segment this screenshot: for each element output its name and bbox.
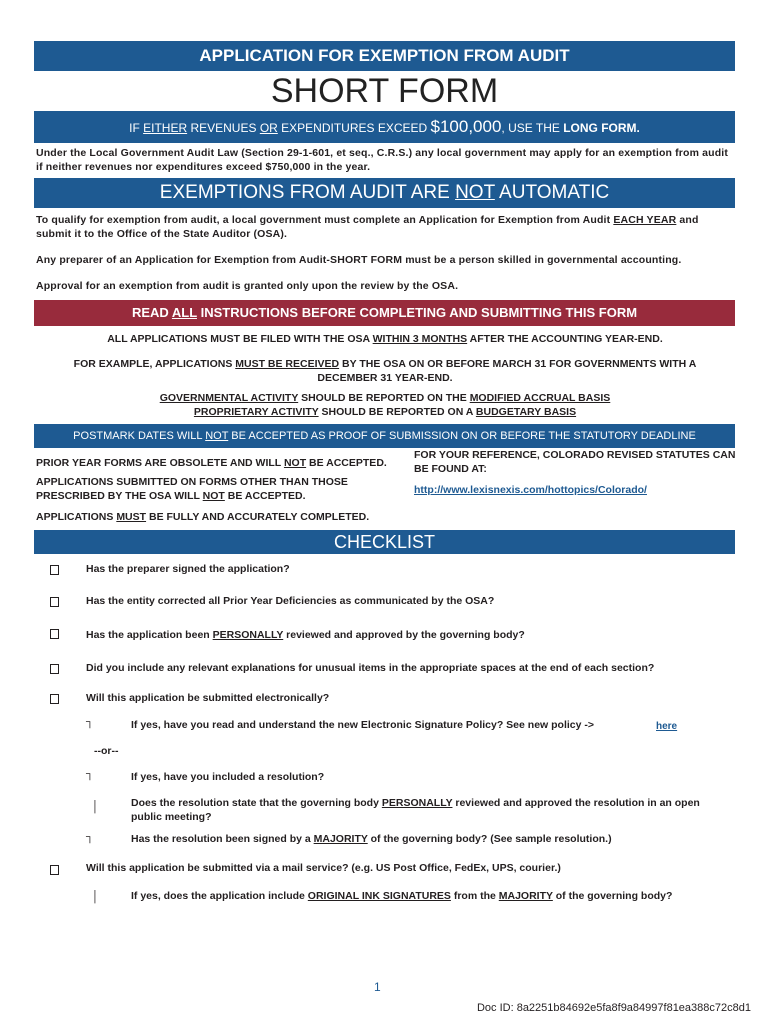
postmark-banner: POSTMARK DATES WILL NOT BE ACCEPTED AS PROOF OF SUBMISSION ON OR BEFORE THE STATUTORY DEADLINE — [34, 424, 735, 448]
other-forms-notice: APPLICATIONS SUBMITTED ON FORMS OTHER THAN THOSE PRESCRIBED BY THE OSA WILL NOT BE ACCEPTED. — [36, 476, 348, 502]
governmental-activity-basis: GOVERNMENTAL ACTIVITY SHOULD BE REPORTED ON THE MODIFIED ACCRUAL BASIS — [159, 392, 611, 404]
question-electronic: Will this application be submitted electronically? — [86, 692, 330, 704]
question-resolution-majority: Has the resolution been signed by a MAJORITY of the governing body? (See sample resolution.) — [131, 833, 612, 845]
proprietary-activity-basis: PROPRIETARY ACTIVITY SHOULD BE REPORTED ON A BUDGETARY BASIS — [193, 406, 577, 418]
page-number: 1 — [374, 980, 381, 994]
question-preparer-signed: Has the preparer signed the application? — [86, 563, 290, 575]
statutes-link[interactable]: http://www.lexisnexis.com/hottopics/Colorado/ — [414, 484, 647, 496]
title-banner: APPLICATION FOR EXEMPTION FROM AUDIT — [34, 41, 735, 71]
policy-link[interactable]: here — [656, 721, 678, 732]
checkbox-explanations[interactable] — [50, 664, 59, 674]
question-ink-signatures: If yes, does the application include ORIGINAL INK SIGNATURES from the MAJORITY of the governing body? — [131, 890, 673, 902]
filing-deadline: ALL APPLICATIONS MUST BE FILED WITH THE OSA WITHIN 3 MONTHS AFTER THE ACCOUNTING YEAR-END. — [107, 333, 663, 345]
checkbox-resolution-majority[interactable]: ┐ — [86, 831, 94, 843]
prior-year-notice: PRIOR YEAR FORMS ARE OBSOLETE AND WILL NOT BE ACCEPTED. — [36, 457, 387, 469]
filing-example: FOR EXAMPLE, APPLICATIONS MUST BE RECEIVED BY THE OSA ON OR BEFORE MARCH 31 FOR GOVERNMENTS WITH A DECEMBER 31 YEAR-END. — [73, 358, 697, 384]
question-resolution-personally: Does the resolution state that the governing body PERSONALLY reviewed and approved the resolution in an open public meeting? — [131, 797, 700, 823]
checkbox-resolution-included[interactable]: ┐ — [86, 768, 94, 780]
question-prior-deficiencies: Has the entity corrected all Prior Year Deficiencies as communicated by the OSA? — [86, 595, 495, 607]
not-automatic-banner: EXEMPTIONS FROM AUDIT ARE NOT AUTOMATIC — [34, 178, 735, 208]
approval-note: Approval for an exemption from audit is granted only upon the review by the OSA. — [36, 280, 459, 292]
document-id: Doc ID: 8a2251b84692e5fa8f9a84997f81ea388c72c8d1 — [476, 1002, 751, 1014]
question-explanations: Did you include any relevant explanations for unusual items in the appropriate spaces at the end of each section? — [86, 662, 655, 674]
checkbox-mail-service[interactable] — [50, 865, 59, 875]
intro-paragraph: Under the Local Government Audit Law (Section 29-1-601, et seq., C.R.S.) any local government may apply for an exemption from audit if neither revenues nor expenditures exceed $750,000 in the year. — [36, 147, 728, 173]
checklist-banner: CHECKLIST — [34, 530, 735, 554]
checkbox-preparer-signed[interactable] — [50, 565, 59, 575]
preparer-note: Any preparer of an Application for Exemption from Audit-SHORT FORM must be a person skilled in governmental accounting. — [36, 254, 682, 266]
checkbox-esignature-policy[interactable]: ┐ — [86, 716, 94, 728]
statutes-reference: FOR YOUR REFERENCE, COLORADO REVISED STATUTES CAN BE FOUND AT: — [414, 449, 736, 475]
qualify-paragraph: To qualify for exemption from audit, a local government must complete an Application for Exemption from Audit EACH YEAR and submit it to the Office of the State Auditor (OSA). — [36, 214, 699, 240]
checkbox-personally-reviewed[interactable] — [50, 629, 59, 639]
question-esignature-policy: If yes, have you read and understand the new Electronic Signature Policy? See new policy -> — [131, 719, 595, 731]
question-mail-service: Will this application be submitted via a mail service? (e.g. US Post Office, FedEx, UPS, courier.) — [86, 862, 561, 874]
threshold-banner: IF EITHER REVENUES OR EXPENDITURES EXCEED $100,000, USE THE LONG FORM. — [34, 111, 735, 143]
or-separator: --or-- — [94, 745, 119, 757]
checkbox-prior-deficiencies[interactable] — [50, 597, 59, 607]
question-personally-reviewed: Has the application been PERSONALLY reviewed and approved by the governing body? — [86, 629, 525, 641]
read-all-banner: READ ALL INSTRUCTIONS BEFORE COMPLETING AND SUBMITTING THIS FORM — [34, 300, 735, 326]
complete-notice: APPLICATIONS MUST BE FULLY AND ACCURATELY COMPLETED. — [36, 511, 370, 523]
checkbox-resolution-personally[interactable]: │ — [92, 801, 99, 813]
question-resolution-included: If yes, have you included a resolution? — [131, 771, 325, 783]
checkbox-ink-signatures[interactable]: │ — [92, 891, 99, 903]
form-subtitle: SHORT FORM — [270, 72, 499, 110]
checkbox-electronic[interactable] — [50, 694, 59, 704]
